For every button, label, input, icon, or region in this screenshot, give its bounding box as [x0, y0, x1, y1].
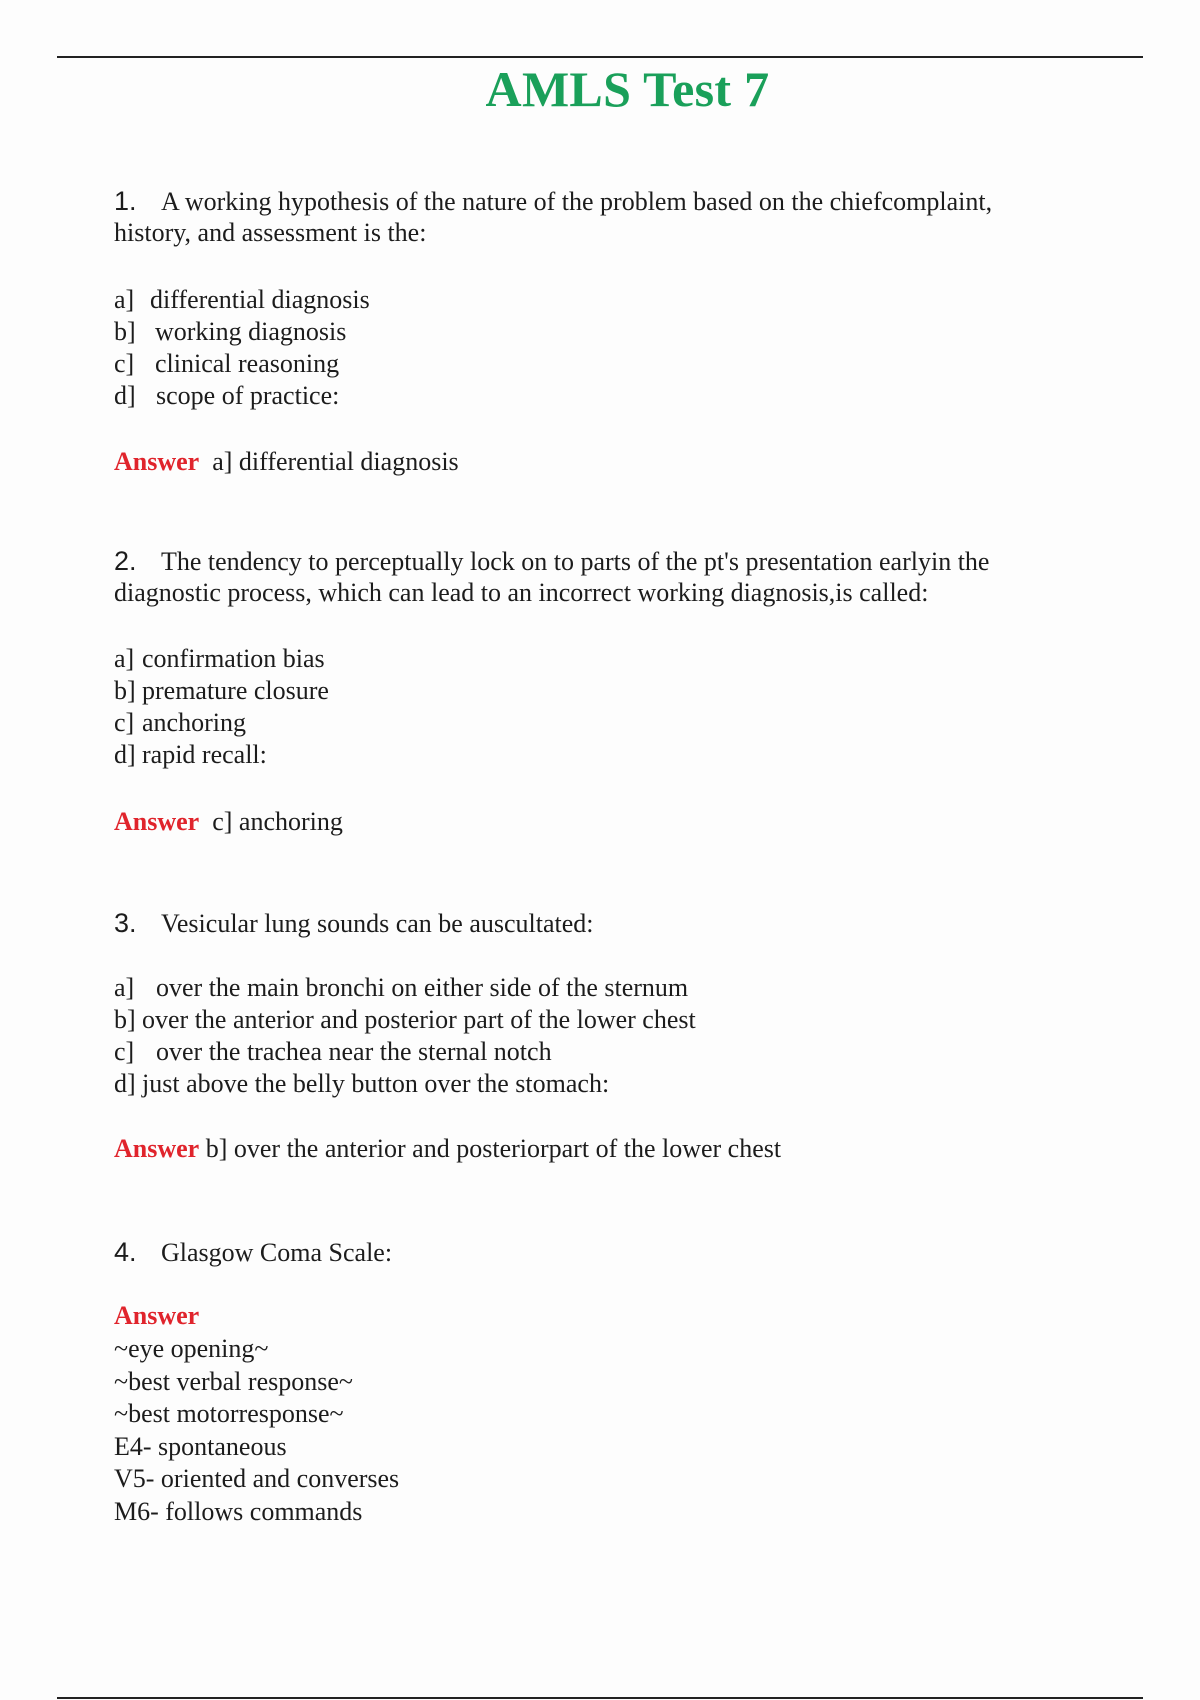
- option-letter: d]: [114, 1069, 136, 1098]
- option-letter: d]: [114, 740, 136, 769]
- option-d: [114, 380, 1114, 412]
- question-1: [114, 186, 1114, 248]
- option-c: [114, 1036, 1114, 1068]
- option-text: clinical reasoning: [155, 349, 340, 378]
- question-4: [114, 1237, 1114, 1268]
- option-text: scope of practice:: [156, 381, 340, 410]
- answer-label: Answer: [114, 1134, 200, 1163]
- option-a: [114, 284, 1114, 316]
- answer-line: ~best motorresponse~: [114, 1399, 344, 1428]
- question-2: [114, 546, 1114, 608]
- question-3-options: [114, 972, 1114, 1100]
- question-4-answer: [114, 1300, 1114, 1332]
- option-text: over the anterior and posterior part of the lower chest: [142, 1005, 696, 1034]
- option-a: [114, 643, 1114, 675]
- answer-line: V5- oriented and converses: [114, 1464, 400, 1493]
- option-letter: c]: [114, 1037, 135, 1066]
- question-1-options: [114, 284, 1114, 412]
- question-2-options: [114, 643, 1114, 771]
- option-a: [114, 972, 1114, 1004]
- question-4-answer-lines: [114, 1333, 1114, 1528]
- option-text: over the trachea near the sternal notch: [156, 1037, 552, 1066]
- option-letter: b]: [114, 1005, 136, 1034]
- option-letter: c]: [114, 349, 135, 378]
- question-4-line-1: Glasgow Coma Scale:: [161, 1238, 393, 1267]
- question-1-line-1: A working hypothesis of the nature of the problem based on the chiefcomplaint,: [161, 187, 993, 216]
- question-3-line-1: Vesicular lung sounds can be auscultated:: [161, 909, 594, 938]
- question-3-number: 3.: [114, 908, 137, 938]
- option-letter: a]: [114, 973, 135, 1002]
- option-text: differential diagnosis: [150, 285, 370, 314]
- question-1-answer: [114, 446, 1114, 478]
- option-letter: a]: [114, 285, 135, 314]
- question-1-number: 1.: [114, 186, 137, 216]
- question-2-number: 2.: [114, 546, 137, 576]
- option-c: [114, 348, 1114, 380]
- question-2-answer: [114, 806, 1114, 838]
- answer-line: ~eye opening~: [114, 1334, 269, 1363]
- document-title: AMLS Test 7: [485, 61, 770, 117]
- answer-text: b] over the anterior and posteriorpart of the lower chest: [205, 1134, 782, 1163]
- question-4-text: [114, 1237, 1114, 1268]
- question-1-text: [114, 186, 1114, 248]
- question-1-line-2: history, and assessment is the:: [114, 218, 427, 247]
- question-4-number: 4.: [114, 1237, 137, 1267]
- option-b: [114, 1004, 1114, 1036]
- question-3-text: [114, 908, 1114, 939]
- question-2-line-2: diagnostic process, which can lead to an incorrect working diagnosis,is called:: [114, 578, 929, 607]
- question-3: [114, 908, 1114, 939]
- option-letter: b]: [114, 317, 136, 346]
- answer-label: Answer: [114, 447, 200, 476]
- answer-text: c] anchoring: [212, 807, 343, 836]
- option-letter: d]: [114, 381, 136, 410]
- option-text: over the main bronchi on either side of the sternum: [156, 973, 689, 1002]
- option-d: [114, 739, 1114, 771]
- option-b: [114, 316, 1114, 348]
- option-c: [114, 707, 1114, 739]
- option-text: anchoring: [142, 708, 246, 737]
- answer-label: Answer: [114, 1301, 200, 1330]
- question-2-line-1: The tendency to perceptually lock on to parts of the pt's presentation earlyin the: [161, 547, 990, 576]
- answer-line: ~best verbal response~: [114, 1366, 353, 1396]
- option-text: just above the belly button over the stomach:: [142, 1069, 610, 1098]
- option-text: working diagnosis: [155, 317, 347, 346]
- option-letter: a]: [114, 644, 135, 673]
- answer-line: M6- follows commands: [114, 1496, 363, 1526]
- option-b: [114, 675, 1114, 707]
- answer-text: a] differential diagnosis: [212, 447, 459, 476]
- option-text: premature closure: [142, 676, 329, 705]
- question-2-text: [114, 546, 1114, 608]
- option-text: confirmation bias: [142, 644, 325, 673]
- option-letter: c]: [114, 708, 135, 737]
- option-letter: b]: [114, 676, 136, 705]
- question-3-answer: [114, 1133, 1114, 1165]
- option-text: rapid recall:: [142, 740, 267, 769]
- bottom-rule: [57, 1697, 1143, 1699]
- answer-label: Answer: [114, 807, 200, 836]
- answer-line: E4- spontaneous: [114, 1431, 287, 1461]
- option-d: [114, 1068, 1114, 1100]
